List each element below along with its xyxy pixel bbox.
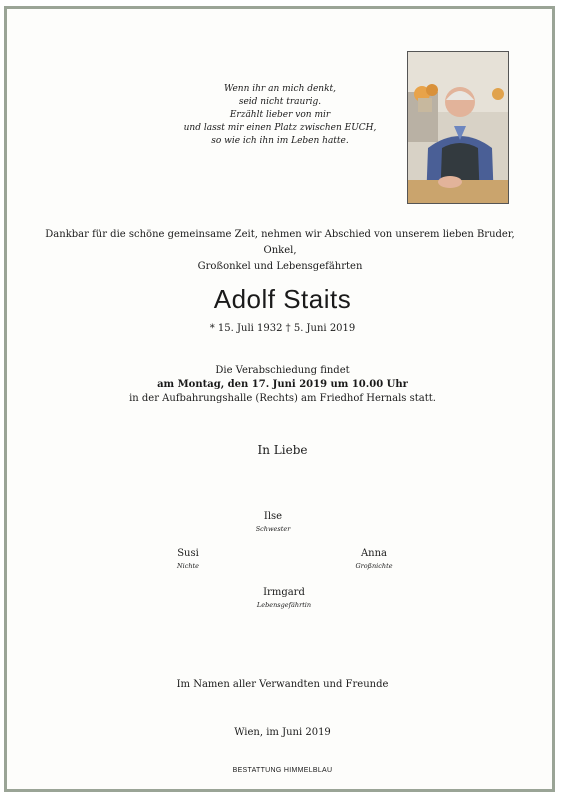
- poem-line: und lasst mir einen Platz zwischen EUCH,: [183, 123, 377, 133]
- intro-line: Dankbar für die schöne gemeinsame Zeit, nehmen wir Abschied von unserem lieben Bruder, Onkel,: [45, 229, 515, 256]
- mourner: [224, 587, 344, 609]
- mourner-relation: Nichte: [176, 562, 200, 570]
- mourner: [128, 548, 248, 570]
- life-dates: * 15. Juli 1932 † 5. Juni 2019: [209, 323, 356, 334]
- in-liebe-heading: In Liebe: [257, 443, 308, 457]
- deceased-name: Adolf Staits: [213, 284, 352, 314]
- on-behalf-text: Im Namen aller Verwandten und Freunde: [176, 679, 389, 690]
- mourner-relation: Lebensgefährtin: [256, 601, 312, 609]
- ceremony-datetime: am Montag, den 17. Juni 2019 um 10.00 Uhr: [157, 379, 408, 390]
- portrait-illustration: [408, 52, 508, 203]
- mourner: [314, 548, 434, 570]
- portrait-photo: [407, 51, 509, 204]
- ceremony-info: [0, 364, 565, 406]
- mourner: [213, 511, 333, 533]
- poem-line: seid nicht traurig.: [238, 97, 322, 107]
- intro-line: Großonkel und Lebensgefährten: [197, 261, 363, 272]
- mourner-name: Irmgard: [263, 587, 305, 598]
- undertaker-name: BESTATTUNG HIMMELBLAU: [232, 767, 333, 774]
- mourner-relation: Großnichte: [355, 562, 393, 570]
- poem-line: Wenn ihr an mich denkt,: [223, 84, 337, 94]
- mourner-relation: Schwester: [255, 525, 291, 533]
- ceremony-line: Die Verabschiedung findet: [215, 365, 350, 376]
- ceremony-location: in der Aufbahrungshalle (Rechts) am Friedhof Hernals statt.: [129, 393, 436, 404]
- mourner-name: Anna: [360, 548, 388, 559]
- intro-text: [40, 227, 520, 275]
- poem-line: Erzählt lieber von mir: [229, 110, 331, 120]
- mourner-name: Ilse: [263, 511, 283, 522]
- poem-line: so wie ich ihn im Leben hatte.: [211, 136, 349, 146]
- poem: [180, 83, 380, 148]
- place-date: Wien, im Juni 2019: [234, 727, 331, 738]
- mourner-name: Susi: [177, 548, 199, 559]
